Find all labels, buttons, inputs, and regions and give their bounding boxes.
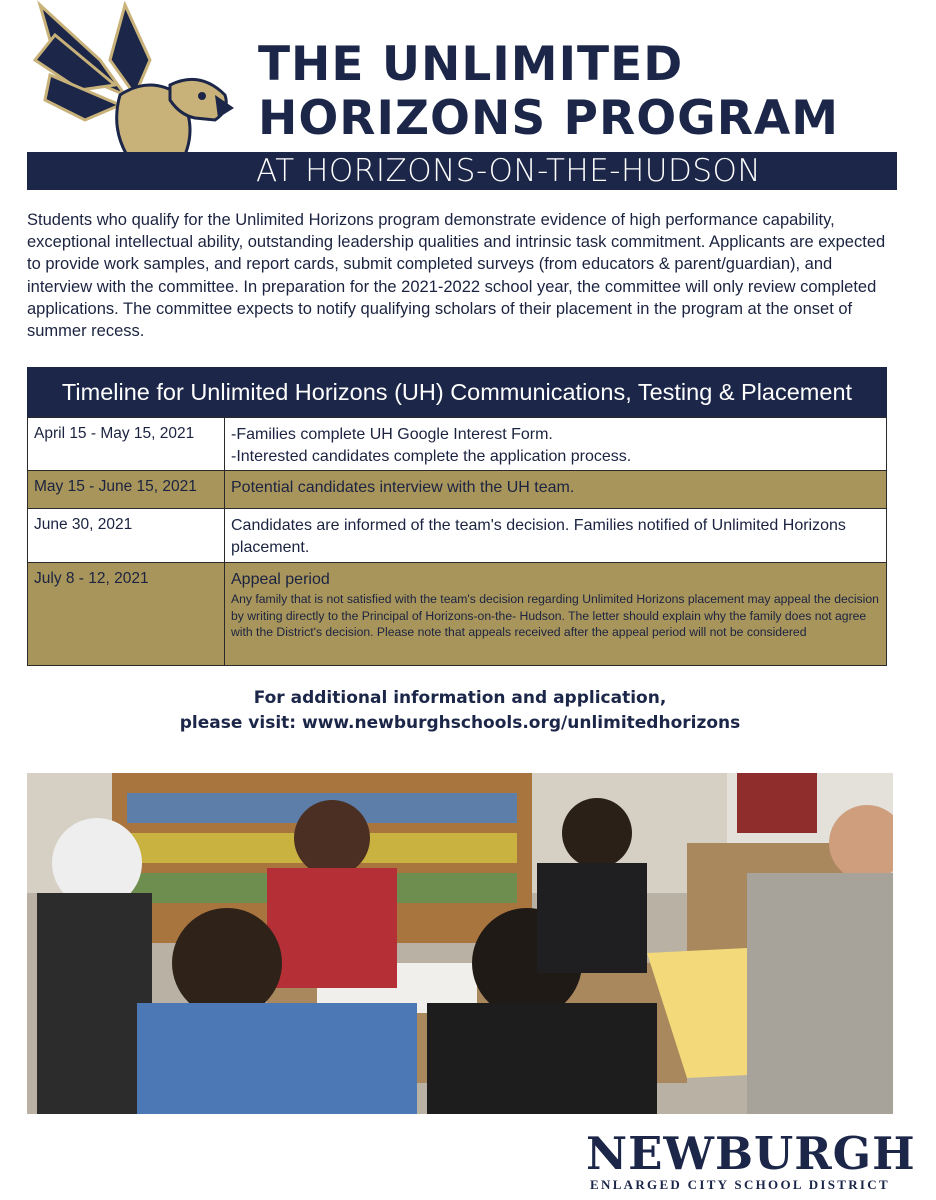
table-row: [27, 563, 887, 666]
timeline-description: [225, 471, 886, 508]
timeline-description: [225, 509, 886, 562]
district-logo: [586, 1127, 916, 1193]
table-row: [27, 417, 887, 471]
timeline-table: [27, 367, 887, 666]
table-row: [27, 509, 887, 563]
cta-line-1: For additional information and application,: [253, 688, 667, 708]
timeline-line: -Families complete UH Google Interest Form.: [231, 426, 553, 443]
logo-sub: ENLARGED CITY SCHOOL DISTRICT: [590, 1177, 890, 1192]
program-title: [258, 38, 898, 146]
timeline-line: Potential candidates interview with the UH team.: [231, 479, 575, 496]
timeline-date: April 15 - May 15, 2021: [28, 418, 225, 470]
subtitle: AT HORIZONS-ON-THE-HUDSON: [256, 153, 762, 189]
timeline-line: -Interested candidates complete the application process.: [231, 448, 632, 465]
cta-link[interactable]: please visit: www.newburghschools.org/unlimitedhorizons: [179, 713, 741, 733]
timeline-description: [225, 563, 886, 665]
intro-paragraph: Students who qualify for the Unlimited Horizons program demonstrate evidence of high performance capability, exceptional intellectual ability, outstanding leadership qualities and intrinsic task commitment. Applicants are expected to provide work samples, and report cards, submit completed surveys (from educators & parent/guardian), and interview with the committee. In preparation for the 2021-2022 school year, the committee will only review completed applications. The committee expects to notify qualifying scholars of their placement in the program at the onset of summer recess.: [27, 211, 886, 341]
timeline-line: Appeal period: [231, 571, 330, 588]
title-line-2: HORIZONS PROGRAM: [258, 91, 840, 146]
logo-main: NEWBURGH: [586, 1127, 916, 1180]
table-row: [27, 471, 887, 509]
classroom-photo: [27, 773, 893, 1114]
timeline-date: June 30, 2021: [28, 509, 225, 562]
info-cta: [0, 686, 920, 736]
appeal-detail: Any family that is not satisfied with the team's decision regarding Unlimited Horizons placement may appeal the decision by writing directly to the Principal of Horizons-on-the- Hudson. The letter should explain why the family does not agree with the District's decision. Please note that appeals received after the appeal period will not be considered: [231, 592, 879, 639]
timeline-date: July 8 - 12, 2021: [28, 563, 225, 665]
timeline-title: Timeline for Unlimited Horizons (UH) Communications, Testing & Placement: [27, 367, 887, 417]
title-line-1: THE UNLIMITED: [258, 37, 684, 92]
timeline-date: May 15 - June 15, 2021: [28, 471, 225, 508]
timeline-description: [225, 418, 886, 470]
timeline-line: Candidates are informed of the team's decision. Families notified of Unlimited Horizons placement.: [231, 517, 846, 556]
